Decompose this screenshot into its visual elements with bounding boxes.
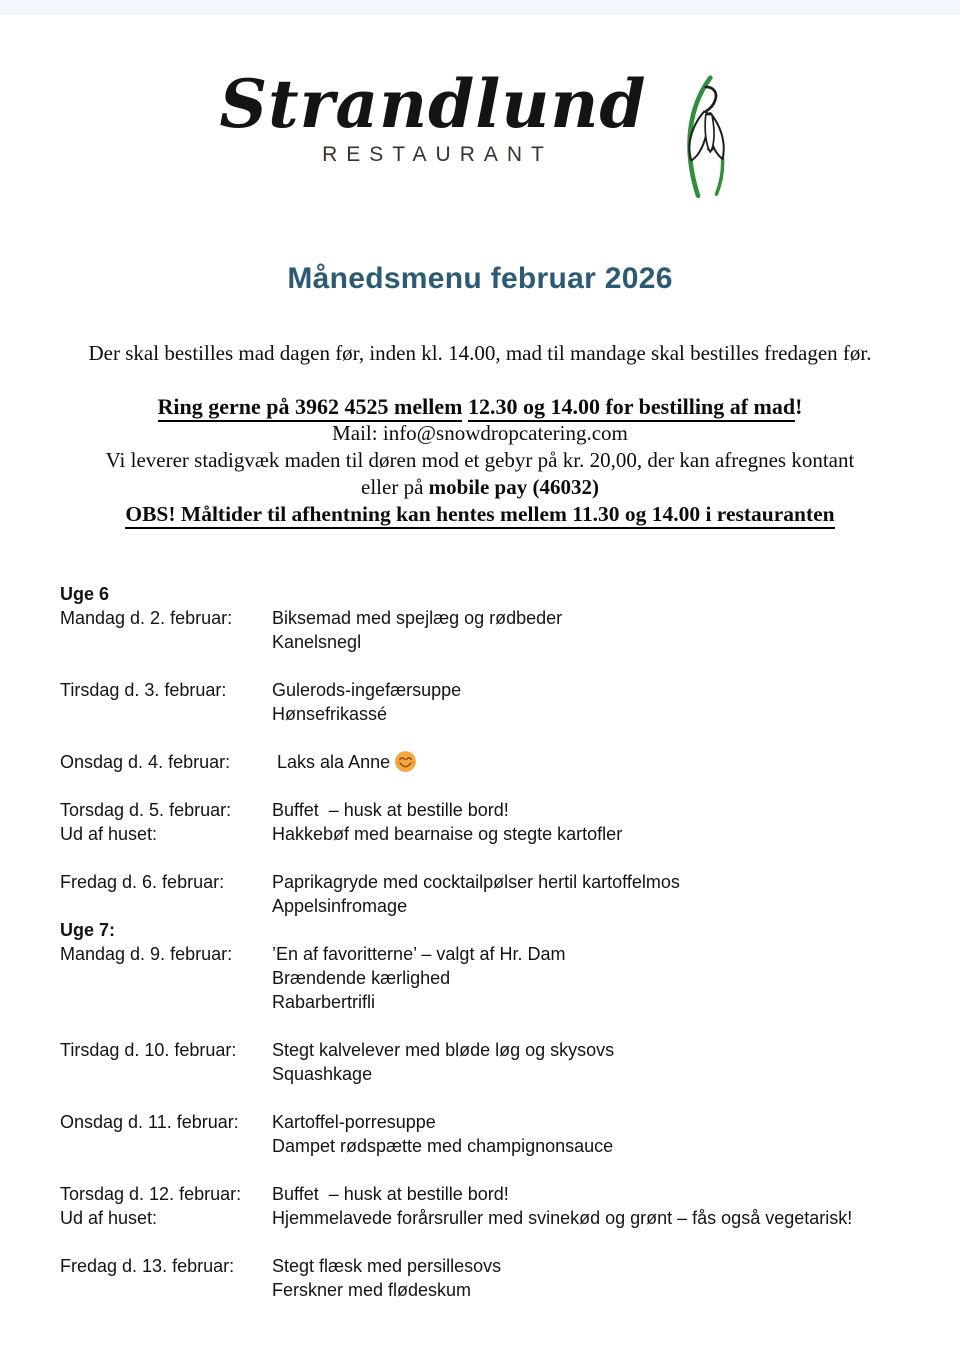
dish-list <box>272 1182 852 1230</box>
day-label: Fredag d. 13. februar: <box>60 1256 235 1276</box>
dish-list <box>272 870 680 918</box>
dish-list <box>272 606 562 654</box>
logo-subtitle: RESTAURANT <box>322 143 553 167</box>
day-label: Mandag d. 9. februar: <box>60 944 233 964</box>
dish-line: Squashkage <box>272 1064 373 1084</box>
dish-line: ’En af favoritterne’ – valgt af Hr. Dam <box>272 944 566 964</box>
menu-entry <box>60 678 920 726</box>
day-label: Tirsdag d. 10. februar: <box>60 1040 237 1060</box>
phone-order-part2: 12.30 og 14.00 for bestilling af mad <box>468 394 795 422</box>
email-line: Mail: info@snowdropcatering.com <box>332 421 628 445</box>
dish-line: Buffet – husk at bestille bord! <box>272 1184 509 1204</box>
pickup-obs-text: OBS! Måltider til afhentning kan hentes mellem 11.30 og 14.00 i restauranten <box>125 502 834 529</box>
dish-line: Kanelsnegl <box>272 632 362 652</box>
dish-line: Hønsefrikassé <box>272 704 388 724</box>
page-title: Månedsmenu februar 2026 <box>287 262 673 295</box>
day-label: Torsdag d. 5. februar: Ud af huset: <box>60 800 232 844</box>
dish-list <box>272 942 565 1014</box>
dish-line: Hjemmelavede forårsruller med svinekød og grønt – fås også vegetarisk! <box>272 1208 853 1228</box>
dish-line: Dampet rødspætte med champignonsauce <box>272 1136 614 1156</box>
dish-list <box>272 1038 614 1086</box>
smiling-face-emoji-icon <box>395 751 416 772</box>
day-label: Fredag d. 6. februar: <box>60 872 225 892</box>
dish-list <box>272 1110 613 1158</box>
dish-line: Brændende kærlighed <box>272 968 451 988</box>
menu-entry <box>60 1110 920 1158</box>
dish-line: Paprikagryde med cocktailpølser hertil kartoffelmos <box>272 872 680 892</box>
dish-line: Biksemad med spejlæg og rødbeder <box>272 608 563 628</box>
dish-line: Ferskner med flødeskum <box>272 1280 472 1300</box>
mobile-pay-info: mobile pay (46032) <box>428 475 599 499</box>
dish-line: Stegt flæsk med persillesovs <box>272 1256 502 1276</box>
menu-entry <box>60 942 920 1014</box>
day-label: Mandag d. 2. februar: <box>60 608 233 628</box>
dish-line: Kartoffel-porresuppe <box>272 1112 436 1132</box>
week-header: Uge 7: <box>60 920 116 940</box>
menu-entry <box>60 1038 920 1086</box>
day-label: Torsdag d. 12. februar: Ud af huset: <box>60 1184 242 1228</box>
dish-line: Hakkebøf med bearnaise og stegte kartofler <box>272 824 623 844</box>
menu-entry <box>60 870 920 918</box>
dish-list <box>272 750 416 774</box>
dish-line: Stegt kalvelever med bløde løg og skysovs <box>272 1040 615 1060</box>
dish-list <box>272 1254 501 1302</box>
intro-text: Der skal bestilles mad dagen før, inden kl. 14.00, mad til mandage skal bestilles fredagen før. <box>88 341 872 365</box>
dish-list <box>272 678 461 726</box>
menu-list <box>60 582 920 1302</box>
delivery-line-2-prefix: eller på <box>361 475 429 499</box>
dish-list <box>272 798 622 846</box>
day-label: Onsdag d. 4. februar: <box>60 752 231 772</box>
logo-name: Strandlund <box>219 65 647 143</box>
logo-text <box>219 60 646 167</box>
menu-entry <box>60 798 920 846</box>
menu-entry <box>60 1182 920 1230</box>
dish-line: Laks ala Anne <box>272 750 416 774</box>
phone-order-line <box>0 393 960 420</box>
pickup-obs-line <box>0 501 960 528</box>
snowdrop-flower-icon <box>649 62 741 210</box>
menu-entry <box>60 750 920 774</box>
dish-line: Rabarbertrifli <box>272 992 376 1012</box>
phone-order-exclamation: ! <box>795 394 803 419</box>
delivery-line-1: Vi leverer stadigvæk maden til døren mod et gebyr på kr. 20,00, der kan afregnes kontant <box>105 448 855 472</box>
menu-entry <box>60 606 920 654</box>
restaurant-logo <box>0 60 960 228</box>
delivery-line-2 <box>0 474 960 501</box>
menu-entry <box>60 1254 920 1302</box>
week-header: Uge 6 <box>60 584 110 604</box>
dish-line: Appelsinfromage <box>272 896 408 916</box>
top-strip <box>0 0 960 14</box>
day-label: Tirsdag d. 3. februar: <box>60 680 227 700</box>
day-label: Onsdag d. 11. februar: <box>60 1112 239 1132</box>
dish-line: Gulerods-ingefærsuppe <box>272 680 462 700</box>
dish-line: Buffet – husk at bestille bord! <box>272 800 509 820</box>
phone-order-part1: Ring gerne på 3962 4525 mellem <box>158 394 463 422</box>
